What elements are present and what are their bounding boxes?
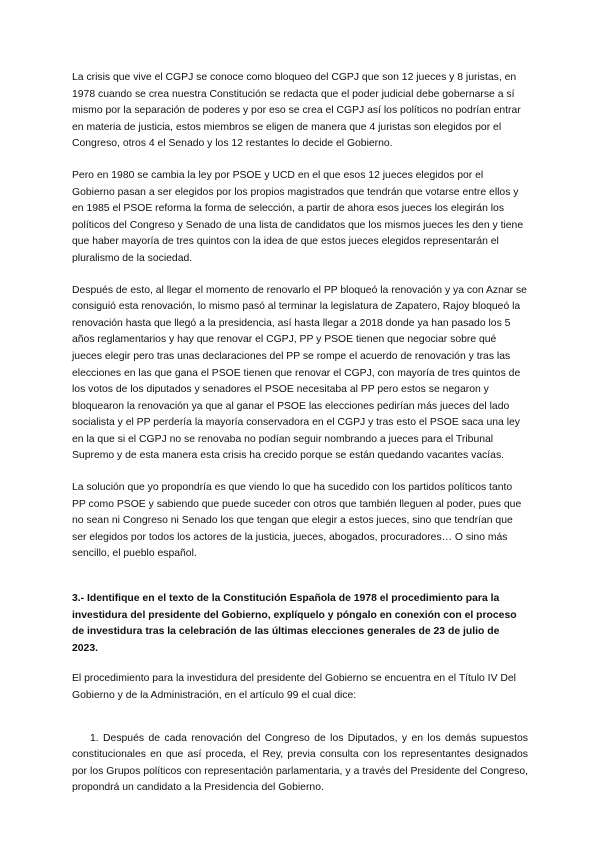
body-paragraph-3: Después de esto, al llegar el momento de renovarlo el PP bloqueó la renovación y ya con Aznar se consiguió esta renovación, lo mismo pasó al terminar la legislatura de Zapatero, Rajoy bloqueó la renovación hasta que llegó a la presidencia, así hasta llegar a 2018 donde ya han pasado los 5 años reglamentarios y hay que renovar el CGPJ, PP y PSOE tienen que negociar sobre qué jueces elegir pero tras unas declaraciones del PP se rompe el acuerdo de renovación y tras las elecciones en las que gana el PSOE tienen que renovar el CGPJ, con mayoría de tres quintos de los votos de los diputados y senadores el PSOE necesitaba al PP pero estos se negaron y bloquearon la renovación ya que al ganar el PSOE las elecciones pedirían más jueces del lado socialista y el PP perdería la mayoría conservadora en el CGPJ y tras esto el PSOE saca una ley en la que si el CGPJ no se renovaba no podían seguir nombrando a jueces para el Tribunal Supremo y de esta manera esta crisis ha crecido porque se están quedando vacantes vacías. xyxy=(72,284,527,462)
answer-intro: El procedimiento para la investidura del presidente del Gobierno se encuentra en el Título IV Del Gobierno y de la Administración, en el artículo 99 el cual dice: xyxy=(72,673,516,701)
article-quote: 1. Después de cada renovación del Congreso de los Diputados, y en los demás supuestos constitucionales en que así proceda, el Rey, previa consulta con los representantes designados por los Grupos políticos con representación parlamentaria, y a través del Presidente del Congreso, propondrá un candidato a la Presidencia del Gobierno. xyxy=(72,732,528,794)
document-page xyxy=(72,70,528,797)
question-heading: 3.- Identifique en el texto de la Constitución Española de 1978 el procedimiento para la investidura del presidente del Gobierno, explíquelo y póngalo en conexión con el proceso de investidura tras la celebración de las últimas elecciones generales de 23 de julio de 2023. xyxy=(72,593,517,654)
body-paragraph-4: La solución que yo propondría es que viendo lo que ha sucedido con los partidos políticos tanto PP como PSOE y sabiendo que puede suceder con otros que también lleguen al poder, pues que no sean ni Congreso ni Senado los que tengan que elegir a estos jueces, sino que tendrían que ser elegidos por todos los actores de la justicia, jueces, abogados, procuradores… O sino más sencillo, el pueblo español. xyxy=(72,482,522,560)
body-paragraph-1: La crisis que vive el CGPJ se conoce como bloqueo del CGPJ que son 12 jueces y 8 juristas, en 1978 cuando se crea nuestra Constitución se redacta que el poder judicial debe gobernarse a sí mismo por la separación de poderes y por eso se crea el CGPJ así los políticos no podrían entrar en materia de justicia, estos miembros se eligen de manera que 4 juristas son elegidos por el Congreso, otros 4 el Senado y los 12 restantes lo decide el Gobierno. xyxy=(72,72,521,150)
body-paragraph-2: Pero en 1980 se cambia la ley por PSOE y UCD en el que esos 12 jueces elegidos por el Gobierno pasan a ser elegidos por los propios magistrados que tendrán que votarse entre ellos y en 1985 el PSOE reforma la forma de selección, a partir de ahora esos jueces los elegirán los políticos del Congreso y Senado de una lista de candidatos que los mismos jueces les den y tiene que haber mayoría de tres quintos con la idea de que estos jueces elegidos representarán el pluralismo de la sociedad. xyxy=(72,169,524,264)
